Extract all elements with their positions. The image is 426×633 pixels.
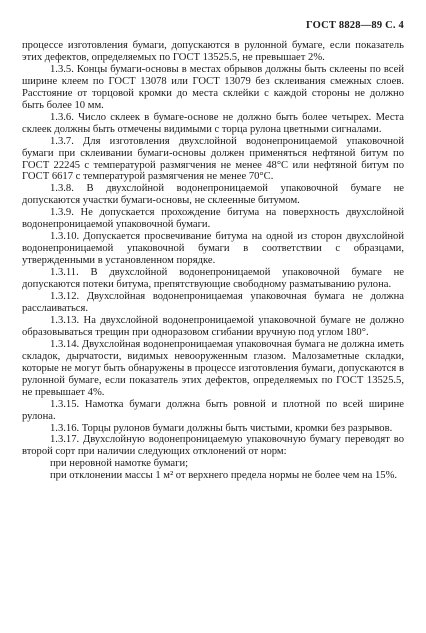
paragraph-1-3-17: 1.3.17. Двухслойную водонепроницаемую упаковочную бумагу переводят во второй сорт при наличии следующих отклонений от норм: <box>22 434 404 458</box>
paragraph-1-3-16: 1.3.16. Торцы рулонов бумаги должны быть чистыми, кромки без разрывов. <box>50 422 393 434</box>
paragraph-1-3-9: 1.3.9. Не допускается прохождение битума на поверхность двухслойной водонепроницаемой упаковочной бумаги. <box>22 207 404 231</box>
list-item-uneven-winding: при неровной намотке бумаги; <box>50 458 189 470</box>
paragraph-1-3-12: 1.3.12. Двухслойная водонепроницаемая упаковочная бумага не должна расслаиваться. <box>22 291 404 314</box>
paragraph-1-3-7: 1.3.7. Для изготовления двухслойной водонепроницаемой упаковочной бумаги при склеивании бумаги-основы должен применяться нефтяной битум по ГОСТ 22245 с температурой размягчения не менее 48°С или нефтяной битум по ГОСТ 6617 с температурой размягчения не менее 70°С. <box>22 135 404 183</box>
paragraph-1-3-5: 1.3.5. Концы бумаги-основы в местах обрывов должны быть склеены по всей ширине клеем по ГОСТ 13078 или ГОСТ 13079 без склеивания смежных слоев. Расстояние от торцовой кромки до места склейки с каждой стороны не должно быть более 10 мм. <box>22 63 404 111</box>
paragraph-1-3-8: 1.3.8. В двухслойной водонепроницаемой упаковочной бумаге не допускаются участки бумаги-основы, не склеенные битумом. <box>22 183 404 207</box>
paragraph-continuation: процессе изготовления бумаги, допускаются в рулонной бумаге, если показатель этих дефектов, определяемых по ГОСТ 13525.5, не превышает 2%. <box>22 40 404 63</box>
document-body <box>22 40 404 482</box>
page-header: ГОСТ 8828—89 С. 4 <box>305 20 404 31</box>
paragraph-1-3-14: 1.3.14. Двухслойная водонепроницаемая упаковочная бумага не должна иметь складок, дырчатости, видимых невооруженным глазом. Малозаметные складки, которые не могут быть обнаружены в процессе изготовления бумаги, допускаются в рулонной бумаге, если показатель этих дефектов, определяемых по ГОСТ 13525.5, не превышает 4%. <box>22 338 404 398</box>
paragraph-1-3-15: 1.3.15. Намотка бумаги должна быть ровной и плотной по всей ширине рулона. <box>22 398 404 422</box>
paragraph-1-3-11: 1.3.11. В двухслойной водонепроницаемой упаковочной бумаге не допускаются потеки битума, препятствующие свободному разматыванию рулона. <box>22 267 404 291</box>
list-item-mass-deviation: при отклонении массы 1 м² от верхнего предела нормы не более чем на 15%. <box>50 470 398 482</box>
paragraph-1-3-13: 1.3.13. На двухслойной водонепроницаемой упаковочной бумаге не должно образовываться трещин при одноразовом сгибании вручную под углом 180°. <box>22 314 404 338</box>
paragraph-1-3-10: 1.3.10. Допускается просвечивание битума на одной из сторон двухслойной водонепроницаемой упаковочной бумаги в соответствии с образцами, утвержденными в установленном порядке. <box>22 231 404 267</box>
paragraph-1-3-6: 1.3.6. Число склеек в бумаге-основе не должно быть более четырех. Места склеек должны быть отмечены видимыми с торца рулона цветными сигналами. <box>22 111 404 135</box>
